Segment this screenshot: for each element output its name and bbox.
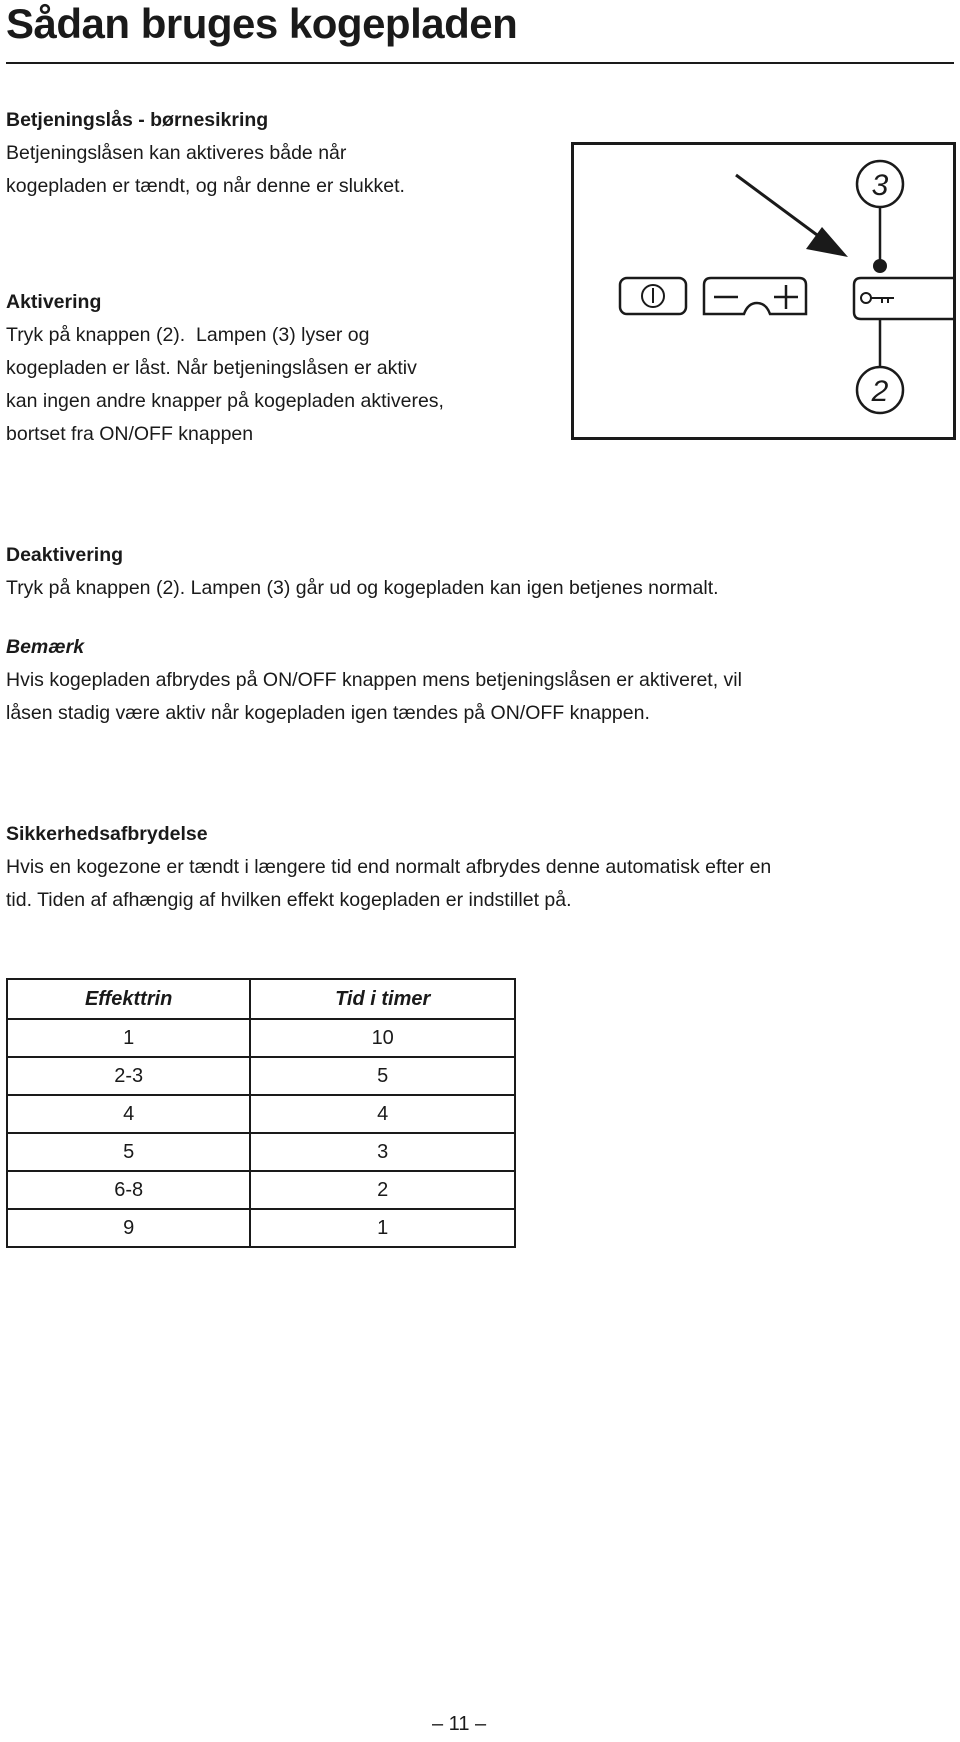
body-line: bortset fra ON/OFF knappen <box>6 423 254 445</box>
section-safety-cutoff <box>6 818 956 917</box>
callout-label-3: 3 <box>871 169 889 202</box>
body-line: Betjeningslåsen kan aktiveres både når <box>6 142 347 164</box>
body-line: Hvis en kogezone er tændt i længere tid end normalt afbrydes denne automatisk efter en <box>6 856 772 878</box>
body-line: kogepladen er tændt, og når denne er slukket. <box>6 175 405 197</box>
table-cell: 1 <box>7 1019 250 1057</box>
control-panel-illustration <box>574 145 953 437</box>
section-note <box>6 631 954 730</box>
body-line: låsen stadig være aktiv når kogepladen igen tændes på ON/OFF knappen. <box>6 702 650 724</box>
callout-label-2: 2 <box>871 375 889 408</box>
page-number: – 11 – <box>432 1713 487 1735</box>
section-heading: Aktivering <box>6 291 102 313</box>
table-cell: 4 <box>7 1095 250 1133</box>
power-level-table <box>6 978 516 1248</box>
table-row <box>7 1057 515 1095</box>
table-cell: 4 <box>250 1095 515 1133</box>
body-line: Tryk på knappen (2). Lampen (3) lyser og <box>6 324 370 346</box>
table-cell: 9 <box>7 1209 250 1247</box>
section-heading: Sikkerhedsafbrydelse <box>6 823 208 845</box>
section-heading: Bemærk <box>6 636 85 658</box>
table-row <box>7 1209 515 1247</box>
table-cell: 6-8 <box>7 1171 250 1209</box>
title-divider <box>6 62 954 64</box>
table-cell: 10 <box>250 1019 515 1057</box>
section-heading: Deaktivering <box>6 544 124 566</box>
body-line: Hvis kogepladen afbrydes på ON/OFF knappen mens betjeningslåsen er aktiveret, vil <box>6 669 742 691</box>
body-line: Tryk på knappen (2). Lampen (3) går ud og kogepladen kan igen betjenes normalt. <box>6 577 719 599</box>
section-activation <box>6 286 566 451</box>
table-cell: 5 <box>7 1133 250 1171</box>
table-cell: 1 <box>250 1209 515 1247</box>
table-cell: 2-3 <box>7 1057 250 1095</box>
table-cell: 3 <box>250 1133 515 1171</box>
body-line: kan ingen andre knapper på kogepladen aktiveres, <box>6 390 444 412</box>
column-header: Effekttrin <box>7 979 250 1019</box>
section-child-lock <box>6 104 526 203</box>
table-row <box>7 1095 515 1133</box>
lock-button-outline <box>854 278 953 319</box>
lock-lamp-icon <box>873 259 887 273</box>
table-cell: 5 <box>250 1057 515 1095</box>
page-title: Sådan bruges kogepladen <box>6 0 518 47</box>
control-panel-figure <box>571 142 956 440</box>
table-header-row <box>7 979 515 1019</box>
body-line: tid. Tiden af afhængig af hvilken effekt kogepladen er indstillet på. <box>6 889 572 911</box>
column-header: Tid i timer <box>250 979 515 1019</box>
body-line: kogepladen er låst. Når betjeningslåsen er aktiv <box>6 357 417 379</box>
table-row <box>7 1133 515 1171</box>
table-row <box>7 1019 515 1057</box>
table-row <box>7 1171 515 1209</box>
section-heading: Betjeningslås - børnesikring <box>6 109 269 131</box>
table-cell: 2 <box>250 1171 515 1209</box>
section-deactivation <box>6 539 954 605</box>
